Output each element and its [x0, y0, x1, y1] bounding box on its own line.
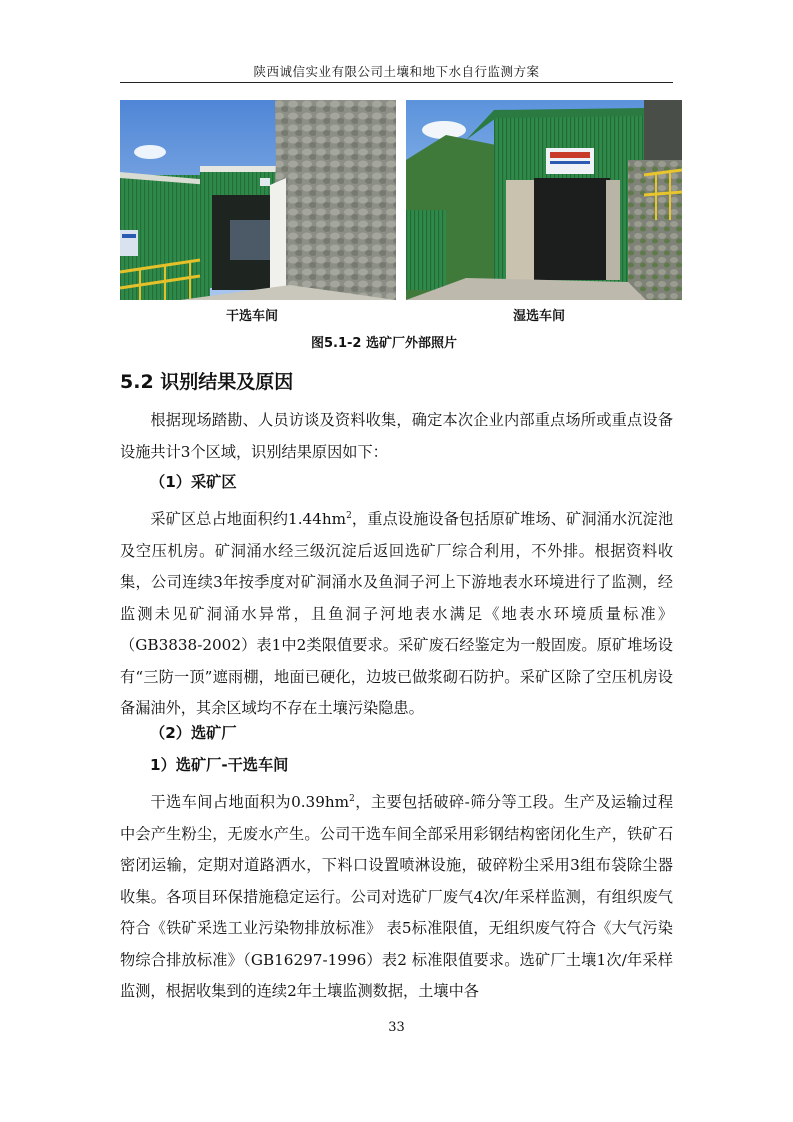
subsection-mill: （2）选矿厂 — [150, 724, 237, 742]
subsection-mining-area: （1）采矿区 — [150, 473, 237, 491]
mining-area-paragraph: 采矿区总占地面积约$1.44hm^2$，重点设施设备包括原矿堆场、矿洞涌水沉淀池及空压机房。矿洞涌水经三级沉淀后返回选矿厂综合利用，不外排。根据资料收集，公司连续3年按季度对矿洞涌水及鱼洞子河上下游地表水环境进行了监测，经监测未见矿洞涌水异常，且鱼洞子河地表水满足《地表水环境质量标准》（GB3838-2002）表1中2类限值要求。采矿废石经鉴定为一般固废。原矿堆场设有“三防一顶”遮雨棚，地面已硬化，边坡已做浆砌石防护。采矿区除了空压机房设备漏油外，其余区域均不存在土壤污染隐患。 — [120, 510, 674, 718]
page-number: 33 — [388, 1020, 405, 1035]
dry-workshop-paragraph: 干选车间占地面积为$0.39hm^2$，主要包括破碎-筛分等工段。生产及运输过程中会产生粉尘，无废水产生。公司干选车间全部采用彩钢结构密闭化生产，铁矿石密闭运输，定期对道路洒水，下料口设置喷淋设施，破碎粉尘采用3组布袋除尘器收集。各项目环保措施稳定运行。公司对选矿厂废气4次/年采样监测，有组织废气符合《铁矿采选工业污染物排放标准》 表5标准限值，无组织废气符合《大气污染物综合排放标准》（GB16297-1996）表2 标准限值要求。选矿厂土壤1次/年采样监测，根据收集到的连续2年土壤监测数据，土壤中各 — [120, 793, 674, 1001]
photo-wet-workshop — [406, 100, 682, 300]
intro-paragraph: 根据现场踏勘、人员访谈及资料收集，确定本次企业内部重点场所或重点设备设施共计3个区域，识别结果原因如下： — [120, 411, 673, 461]
figure-caption: 图5.1-2 选矿厂外部照片 — [311, 336, 457, 351]
section-title: 5.2 识别结果及原因 — [120, 371, 294, 393]
subsection-dry-workshop: 1）选矿厂-干选车间 — [150, 756, 289, 774]
page-header: 陕西诚信实业有限公司土壤和地下水自行监测方案 — [253, 64, 540, 79]
superscript: 2 — [346, 511, 352, 521]
superscript: 2 — [349, 794, 355, 804]
photo-dry-workshop — [120, 100, 396, 300]
header-rule — [120, 82, 673, 83]
photo-label-dry: 干选车间 — [226, 309, 279, 324]
photo-label-wet: 湿选车间 — [513, 309, 566, 324]
